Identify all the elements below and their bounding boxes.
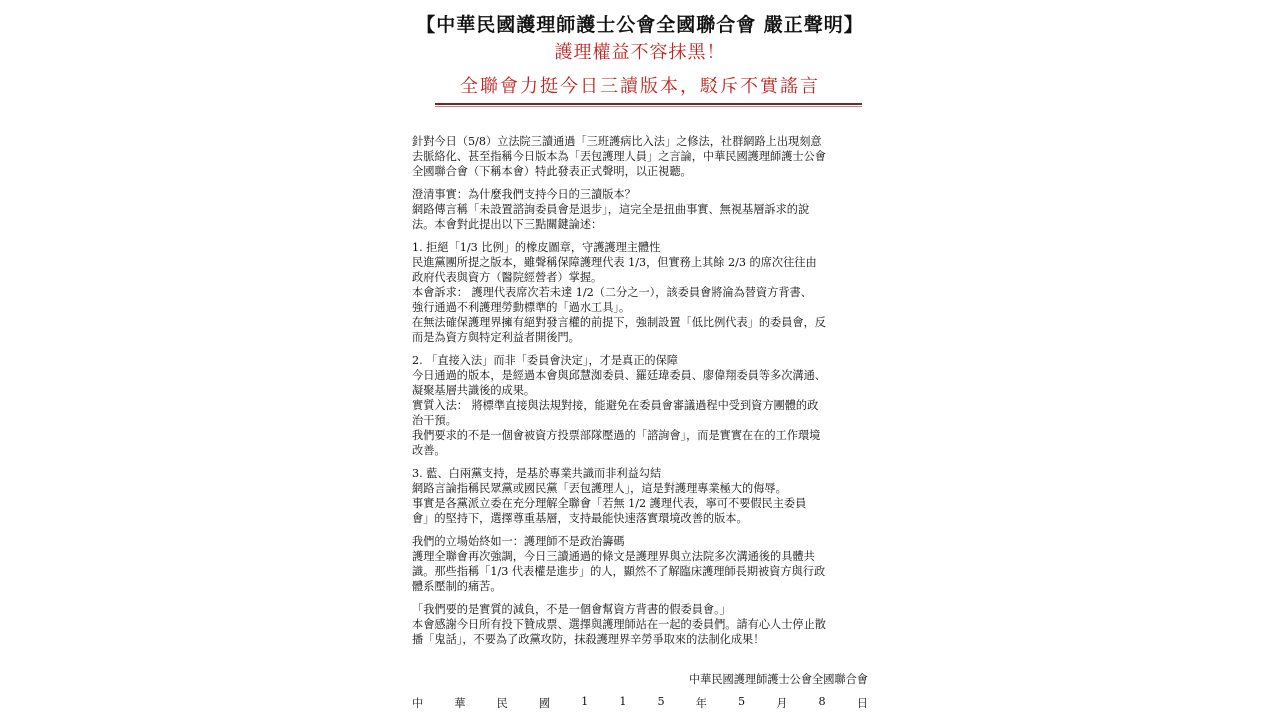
date-char: 日 (856, 697, 868, 710)
text-line: 在無法確保護理界擁有絕對發言權的前提下，強制設置「低比例代表」的委員會，反 (412, 316, 826, 329)
text-line: 我們的立場始終如一：護理師不是政治籌碼 (412, 535, 625, 548)
text-line: 「我們要的是實質的減負，不是一個會幫資方背書的假委員會。」 (412, 603, 731, 616)
paragraph-closing (412, 602, 870, 647)
date-char: 民 (496, 697, 508, 710)
text-line: 體系壓制的痛苦。 (412, 580, 502, 593)
paragraph-stance (412, 534, 870, 594)
date-char: 1 (581, 695, 589, 708)
text-line: 凝聚基層共識後的成果。 (412, 384, 536, 397)
text-line: 網路言論指稱民眾黨或國民黨「丟包護理人」，這是對護理專業極大的侮辱。 (412, 482, 787, 495)
date-char: 華 (454, 697, 466, 710)
date-char: 中 (412, 697, 424, 710)
text-line: 會」的堅持下，選擇尊重基層，支持最能快速落實環境改善的版本。 (412, 512, 748, 525)
text-line: 實質入法： 將標準直接與法規對接，能避免在委員會審議過程中受到資方團體的政 (412, 399, 819, 412)
text-line: 本會感謝今日所有投下贊成票、選擇與護理師站在一起的委員們。請有心人士停止散 (412, 618, 826, 631)
text-line: 2. 「直接入法」而非「委員會決定」，才是真正的保障 (412, 354, 678, 367)
text-line: 本會訴求： 護理代表席次若未達 1/2（二分之一），該委員會將淪為替資方背書、 (412, 286, 812, 299)
signature-line: 中華民國護理師護士公會全國聯合會 (688, 673, 868, 686)
date-char: 1 (619, 695, 627, 708)
paragraph-intro (412, 134, 870, 179)
text-line: 民進黨團所提之版本，雖聲稱保障護理代表 1/3，但實務上其餘 2/3 的席次往往由 (412, 256, 817, 269)
paragraph-point-3 (412, 466, 870, 526)
paragraph-point-1 (412, 240, 870, 345)
text-line: 護理全聯會再次強調，今日三讀通過的條文是護理界與立法院多次溝通後的具體共 (412, 550, 815, 563)
text-line: 改善。 (412, 444, 446, 457)
text-line: 全國聯合會（下稱本會）特此發表正式聲明，以正視聽。 (412, 165, 692, 178)
text-line: 1. 拒絕「1/3 比例」的橡皮圖章，守護護理主體性 (412, 241, 661, 254)
text-line: 治干預。 (412, 414, 457, 427)
date-char: 8 (818, 695, 826, 708)
text-line: 播「鬼話」，不要為了政黨攻防，抹殺護理界辛勞爭取來的法制化成果！ (412, 633, 765, 646)
statement-subtitle-main: 護理權益不容抹黑！ (554, 42, 726, 63)
paragraph-point-2 (412, 353, 870, 458)
text-line: 澄清事實：為什麼我們支持今日的三讀版本？ (412, 188, 636, 201)
text-line: 而是為資方與特定利益者開後門。 (412, 331, 580, 344)
text-line: 3. 藍、白兩黨支持，是基於專業共識而非利益勾結 (412, 467, 662, 480)
statement-subtitle-secondary: 全聯會力挺今日三讀版本，駁斥不實謠言 (460, 76, 820, 97)
header-divider (435, 103, 862, 107)
date-char: 5 (657, 695, 665, 708)
date-char: 年 (695, 697, 707, 710)
text-line: 事實是各黨派立委在充分理解全聯會「若無 1/2 護理代表，寧可不要假民主委員 (412, 497, 807, 510)
date-line (412, 695, 868, 711)
text-line: 針對今日（5/8）立法院三讀通過「三班護病比入法」之修法，社群網路上出現刻意 (412, 135, 822, 148)
text-line: 法。本會對此提出以下三點關鍵論述： (412, 218, 603, 231)
statement-title: 【中華民國護理師護士公會全國聯合會 嚴正聲明】 (416, 14, 864, 36)
text-line: 去脈絡化、甚至指稱今日版本為「丟包護理人員」之言論，中華民國護理師護士公會 (412, 150, 826, 163)
date-char: 國 (538, 697, 551, 710)
statement-body (412, 134, 870, 655)
date-char: 5 (738, 695, 746, 708)
text-line: 強行通過不利護理勞動標準的「過水工具」。 (412, 301, 631, 314)
text-line: 今日通過的版本，是經過本會與邱慧洳委員、羅廷瑋委員、廖偉翔委員等多次溝通、 (412, 369, 826, 382)
date-char: 月 (776, 697, 788, 710)
paragraph-clarification (412, 187, 870, 232)
text-line: 識。那些指稱「1/3 代表權是進步」的人，顯然不了解臨床護理師長期被資方與行政 (412, 565, 826, 578)
text-line: 我們要求的不是一個會被資方投票部隊壓過的「諮詢會」，而是實實在在的工作環境 (412, 429, 821, 442)
text-line: 政府代表與資方（醫院經營者）掌握。 (412, 271, 603, 284)
text-line: 網路傳言稱「未設置諮詢委員會是退步」，這完全是扭曲事實、無視基層訴求的說 (412, 203, 810, 216)
